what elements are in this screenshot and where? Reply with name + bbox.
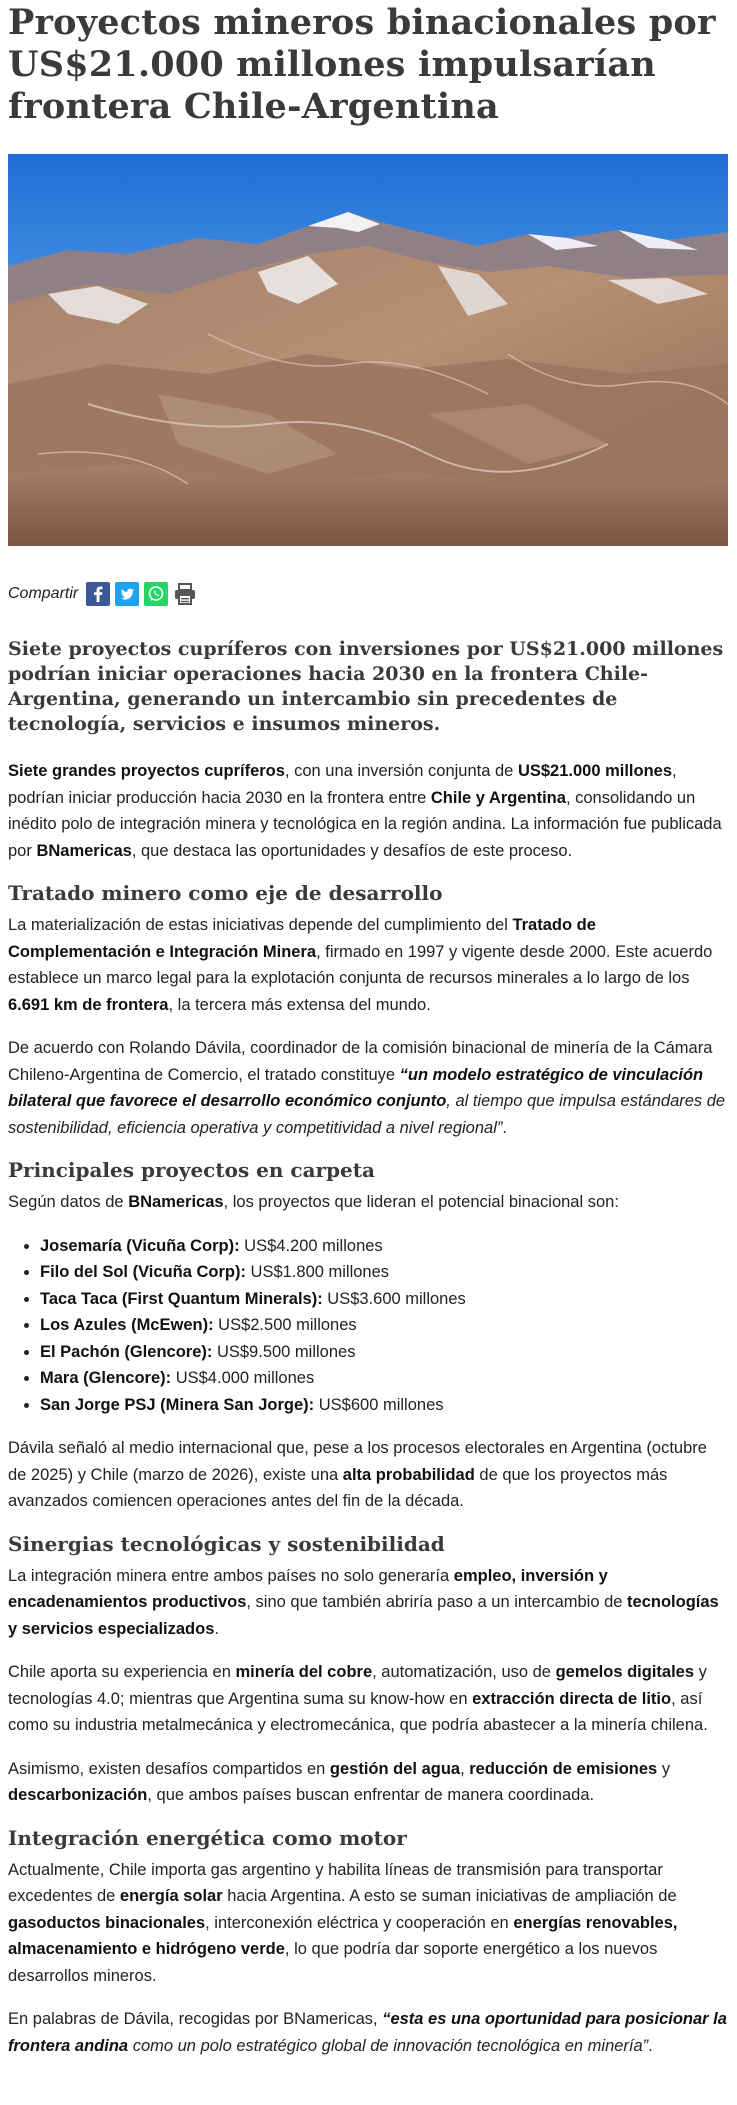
text: , podrían iniciar producción hacia 2030 en la frontera entre <box>8 762 677 807</box>
text: Asimismo, existen desafíos compartidos en <box>8 1759 330 1778</box>
project-value: US$4.000 millones <box>171 1369 315 1387</box>
text: . <box>648 2036 653 2055</box>
text: , que destaca las oportunidades y desafíos de este proceso. <box>131 841 573 860</box>
bold-italic-quote: “un modelo estratégico de vinculación bilateral que favorece el desarrollo económico conjunto <box>8 1065 704 1110</box>
facebook-icon[interactable] <box>86 582 110 606</box>
print-icon[interactable] <box>173 582 197 606</box>
bold-text: gasoductos binacionales <box>8 1913 206 1932</box>
text: , automatización, uso de <box>372 1663 556 1681</box>
text: . <box>214 1619 219 1638</box>
text: . <box>502 1118 507 1137</box>
paragraph-davila-quote <box>8 1035 729 1141</box>
paragraph-tratado <box>8 912 729 1018</box>
text: En palabras de Dávila, recogidas por BNamericas, <box>8 2010 383 2028</box>
bold-text: extracción directa de litio <box>472 1689 672 1708</box>
project-value: US$9.500 millones <box>212 1342 356 1361</box>
text: , consolidando un inédito polo de integración minera y tecnológica en la región andina. La información fue publicada por <box>8 788 722 860</box>
project-name: Los Azules (McEwen): <box>40 1316 214 1334</box>
bold-text: 6.691 km de frontera <box>8 995 169 1014</box>
text: y tecnologías 4.0; mientras que Argentina suma su know-how en <box>8 1663 707 1708</box>
bold-text: energías renovables, almacenamiento e hidrógeno verde <box>8 1913 678 1958</box>
section-heading-energia: Integración energética como motor <box>8 1825 407 1850</box>
bold-text: descarbonización <box>8 1786 148 1804</box>
project-name: El Pachón (Glencore): <box>40 1342 213 1361</box>
project-value: US$4.200 millones <box>239 1236 383 1255</box>
text: , sino que también abriría paso a un intercambio de <box>246 1593 628 1611</box>
bold-text: Chile y Argentina <box>430 788 566 807</box>
paragraph-elecciones <box>8 1435 729 1515</box>
list-item <box>40 1233 729 1260</box>
bold-text: empleo, inversión y encadenamientos productivos <box>8 1566 608 1611</box>
bold-text: energía solar <box>119 1887 223 1905</box>
article-lead: Siete proyectos cupríferos con inversiones por US$21.000 millones podrían iniciar operaciones hacia 2030 en la frontera Chile-Argentina, generando un intercambio sin precedentes de tecnología, servicios e insumos mineros. <box>8 638 724 735</box>
text: Actualmente, Chile importa gas argentino y habilita líneas de transmisión para transportar excedentes de <box>8 1860 663 1905</box>
bold-text: reducción de emisiones <box>469 1759 658 1778</box>
list-item <box>40 1392 729 1419</box>
text: , firmado en 1997 y vigente desde 2000. Este acuerdo establece un marco legal para la explotación conjunta de recursos minerales a lo largo de los <box>8 942 713 987</box>
projects-list <box>8 1233 729 1419</box>
text: De acuerdo con Rolando Dávila, coordinador de la comisión binacional de minería de la Cámara Chileno-Argentina de Comercio, el tratado constituye <box>8 1039 713 1084</box>
italic-quote: como un polo estratégico global de innovación tecnológica en minería” <box>128 2036 649 2055</box>
hero-image-andes-mountains <box>8 154 728 546</box>
text: Según datos de <box>8 1193 129 1211</box>
text: Chile aporta su experiencia en <box>8 1663 236 1681</box>
bold-text: minería del cobre <box>235 1663 373 1681</box>
paragraph-integracion <box>8 1563 729 1643</box>
bold-text: gemelos digitales <box>555 1663 695 1681</box>
share-bar <box>8 579 729 609</box>
paragraph-desafios <box>8 1756 729 1809</box>
text: y <box>657 1759 671 1778</box>
text: de que los proyectos más avanzados comiencen operaciones antes del fin de la década. <box>8 1465 668 1510</box>
text: , <box>460 1759 470 1778</box>
section-heading-proyectos: Principales proyectos en carpeta <box>8 1158 375 1182</box>
bold-text: BNamericas <box>128 1193 224 1211</box>
section-heading-tratado: Tratado minero como eje de desarrollo <box>8 881 443 905</box>
list-item <box>40 1339 729 1366</box>
bold-text: US$21.000 millones <box>517 762 673 780</box>
paragraph-chile-aporta <box>8 1659 729 1739</box>
paragraph-proyectos-intro <box>8 1189 729 1216</box>
text: hacia Argentina. A esto se suman iniciativas de ampliación de <box>222 1887 677 1905</box>
paragraph-cierre <box>8 2006 729 2059</box>
text: , la tercera más extensa del mundo. <box>168 995 431 1014</box>
italic-quote: , al tiempo que impulsa estándares de sostenibilidad, eficiencia operativa y competitividad a nivel regional” <box>8 1092 726 1137</box>
project-name: Mara (Glencore): <box>40 1369 172 1387</box>
text: La integración minera entre ambos países no solo generaría <box>8 1566 454 1585</box>
list-item <box>40 1365 729 1392</box>
text: , interconexión eléctrica y cooperación en <box>205 1913 514 1932</box>
list-item <box>40 1259 729 1286</box>
text: La materialización de estas iniciativas depende del cumplimiento del <box>8 916 513 934</box>
twitter-icon[interactable] <box>115 582 139 606</box>
article-title: Proyectos mineros binacionales por US$21.000 millones impulsarían frontera Chile-Argentina <box>8 2 716 127</box>
bold-text: BNamericas <box>36 841 132 860</box>
list-item <box>40 1286 729 1313</box>
text: , lo que podría dar soporte energético a los nuevos desarrollos mineros. <box>8 1940 658 1985</box>
text: , así como su industria metalmecánica y electromecánica, que podría abastecer a la minería chilena. <box>8 1689 708 1734</box>
text: , con una inversión conjunta de <box>284 762 518 780</box>
text: , que ambos países buscan enfrentar de manera coordinada. <box>147 1786 595 1804</box>
project-value: US$3.600 millones <box>322 1289 466 1308</box>
project-name: Taca Taca (First Quantum Minerals): <box>40 1289 323 1308</box>
bold-italic-quote: “esta es una oportunidad para posicionar la frontera andina <box>8 2010 727 2055</box>
section-heading-sinergias: Sinergias tecnológicas y sostenibilidad <box>8 1531 445 1556</box>
bold-text: alta probabilidad <box>342 1465 475 1484</box>
bold-text: gestión del agua <box>329 1759 461 1778</box>
paragraph-intro <box>8 758 729 864</box>
bold-text: tecnologías y servicios especializados <box>8 1593 719 1638</box>
text: , los proyectos que lideran el potencial binacional son: <box>223 1193 619 1211</box>
whatsapp-icon[interactable] <box>144 582 168 606</box>
list-item <box>40 1312 729 1339</box>
bold-text: Siete grandes proyectos cupríferos <box>8 762 285 780</box>
project-name: Filo del Sol (Vicuña Corp): <box>40 1263 246 1281</box>
bold-text: Tratado de Complementación e Integración Minera <box>8 916 596 961</box>
share-label: Compartir <box>8 585 79 602</box>
project-name: San Jorge PSJ (Minera San Jorge): <box>40 1395 315 1414</box>
project-value: US$1.800 millones <box>245 1263 390 1281</box>
project-value: US$2.500 millones <box>213 1316 357 1334</box>
paragraph-energia <box>8 1857 729 1990</box>
project-value: US$600 millones <box>314 1395 444 1414</box>
text: Dávila señaló al medio internacional que, pese a los procesos electorales en Argentina (octubre de 2025) y Chile (marzo de 2026), existe una <box>8 1439 707 1484</box>
project-name: Josemaría (Vicuña Corp): <box>40 1236 240 1255</box>
